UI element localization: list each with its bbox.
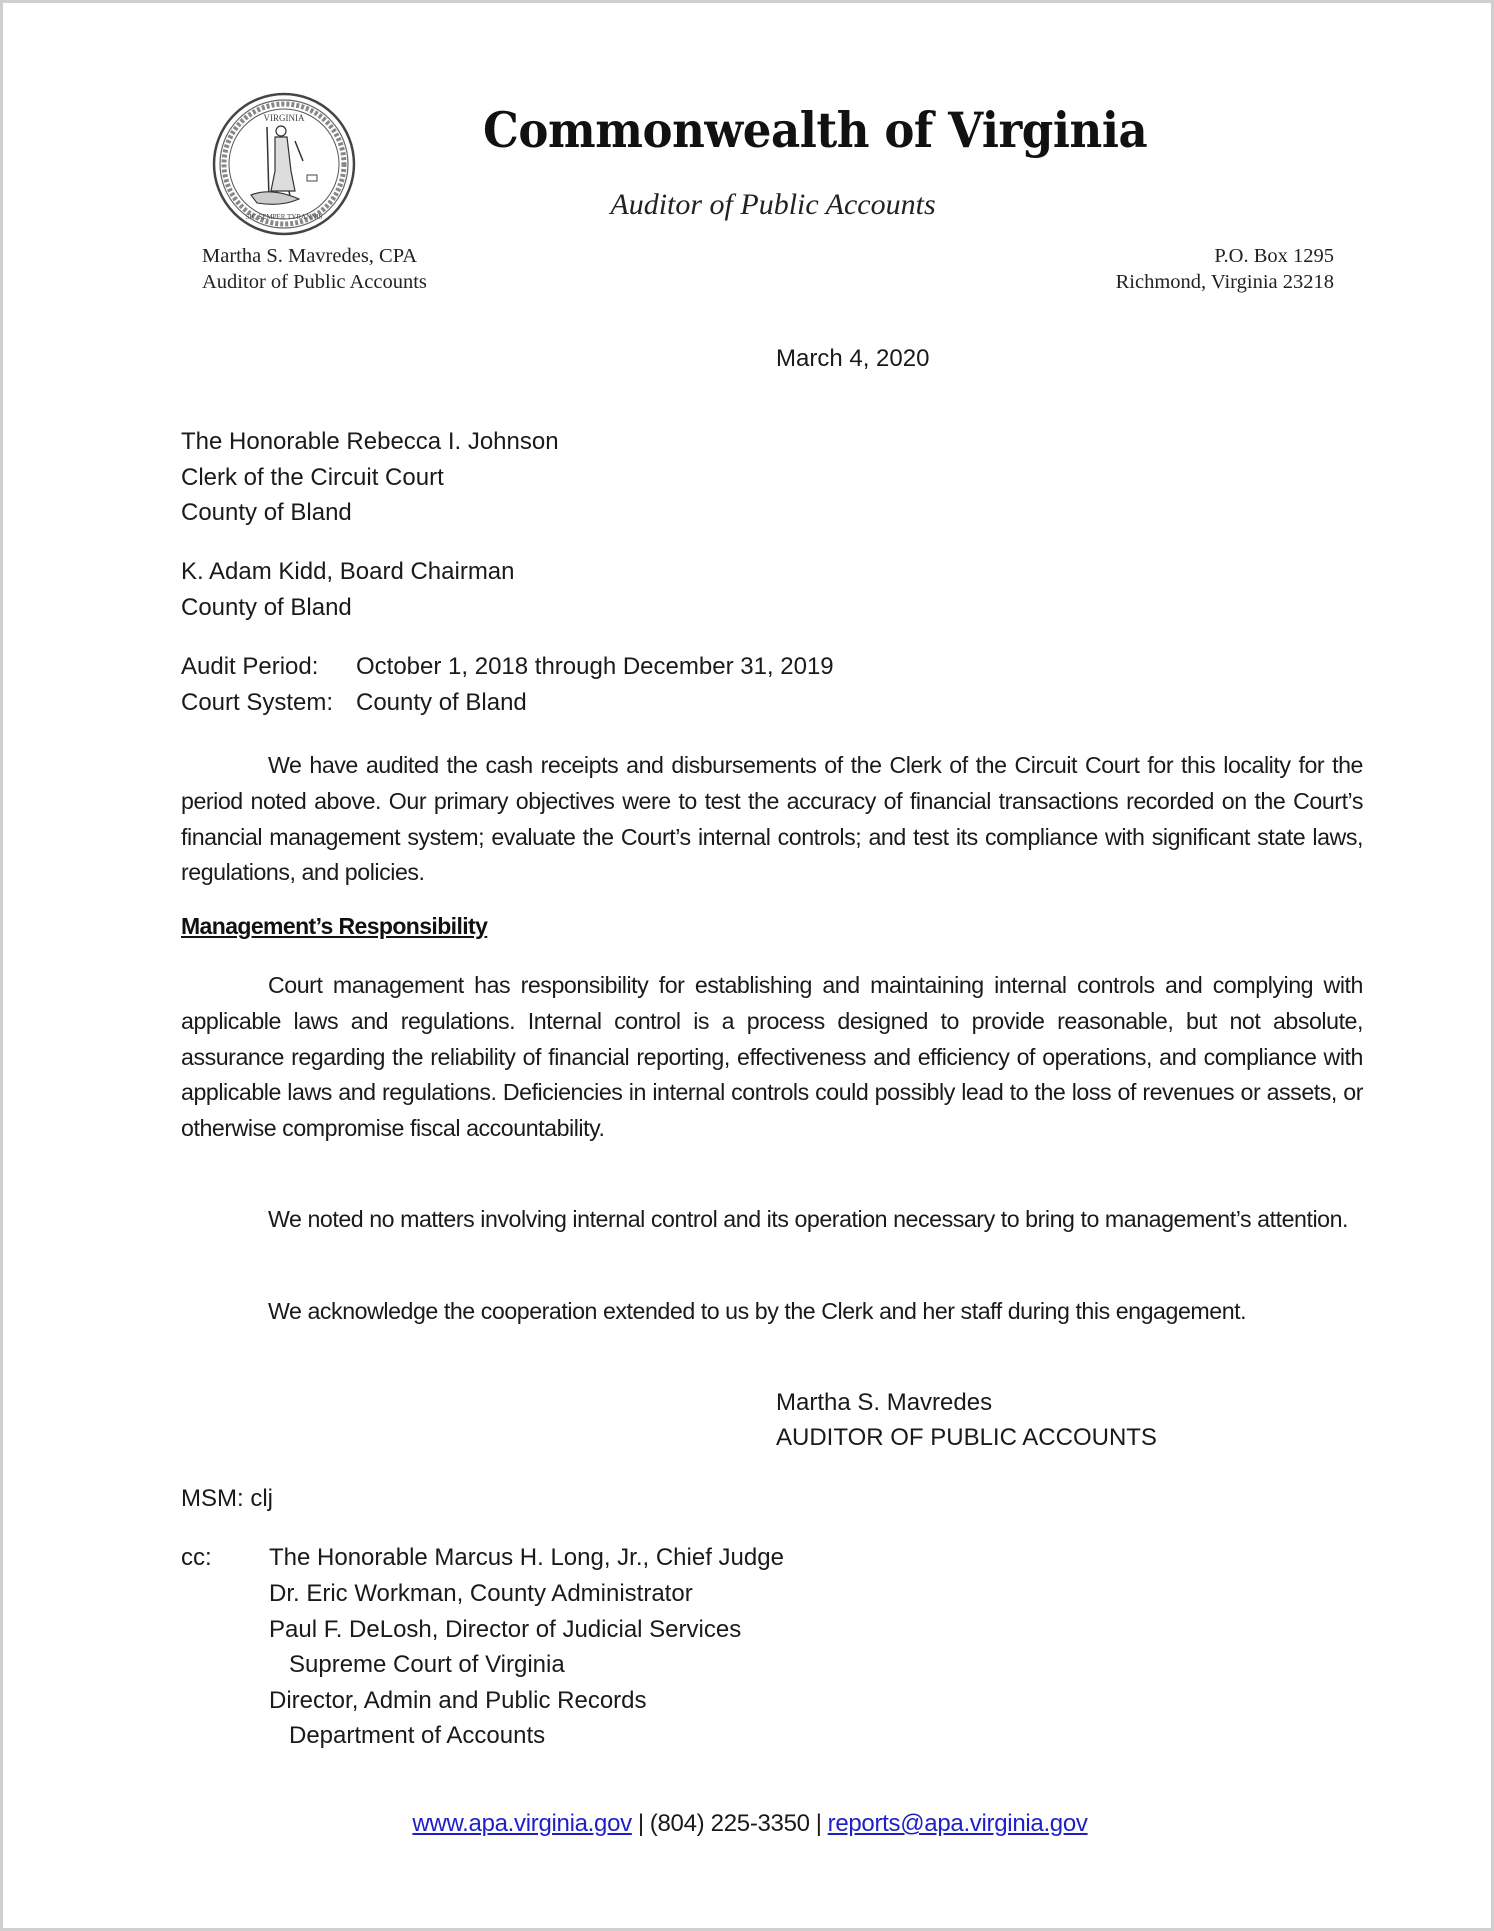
letterhead-address-block: [1116, 243, 1334, 295]
letterhead-subtitle: Auditor of Public Accounts: [610, 188, 936, 221]
recipient-1-line-1: The Honorable Rebecca I. Johnson: [181, 428, 559, 455]
footer-separator: |: [637, 1810, 644, 1837]
cc-item: Dr. Eric Workman, County Administrator: [269, 1580, 693, 1607]
cc-label: cc:: [181, 1544, 212, 1571]
paragraph-1-text: We have audited the cash receipts and disbursements of the Clerk of the Circuit Court for this locality for the period noted above. Our primary objectives were to test the accuracy of financial transactions recorded on the Court’s financial management system; evaluate the Court’s internal controls; and test its compliance with significant state laws, regulations, and policies.: [181, 752, 1363, 886]
svg-text:SIC SEMPER TYRANNIS: SIC SEMPER TYRANNIS: [245, 213, 323, 221]
cc-item: Paul F. DeLosh, Director of Judicial Services: [269, 1616, 742, 1643]
cc-item-sub: Supreme Court of Virginia: [289, 1651, 565, 1678]
signature-title: AUDITOR OF PUBLIC ACCOUNTS: [776, 1424, 1157, 1451]
cc-item: The Honorable Marcus H. Long, Jr., Chief Judge: [269, 1544, 784, 1571]
paragraph-internal-control-finding: [181, 1202, 1363, 1238]
auditor-title: Auditor of Public Accounts: [202, 271, 427, 293]
svg-text:VIRGINIA: VIRGINIA: [263, 113, 305, 123]
paragraph-audit-scope: [181, 748, 1363, 891]
recipient-1-line-2: Clerk of the Circuit Court: [181, 464, 444, 491]
paragraph-3-text: We noted no matters involving internal control and its operation necessary to bring to management’s attention.: [268, 1206, 1349, 1232]
email-link[interactable]: reports@apa.virginia.gov: [827, 1810, 1088, 1837]
paragraph-2-text: Court management has responsibility for establishing and maintaining internal controls and complying with applicable laws and regulations. Internal control is a process designed to provide reasonable, but not absolute, assurance regarding the reliability of financial reporting, effectiveness and efficiency of operations, and compliance with applicable laws and regulations. Deficiencies in internal controls could possibly lead to the loss of revenues or assets, or otherwise compromise fiscal accountability.: [181, 972, 1363, 1142]
section-heading-management-responsibility: Management’s Responsibility: [181, 913, 488, 939]
auditor-name: Martha S. Mavredes, CPA: [202, 245, 418, 267]
website-link[interactable]: www.apa.virginia.gov: [412, 1810, 632, 1837]
cc-item: Director, Admin and Public Records: [269, 1687, 647, 1714]
paragraph-acknowledgement: [181, 1294, 1363, 1330]
audit-period-row: [181, 653, 834, 681]
letter-date: March 4, 2020: [776, 345, 930, 372]
signature-name: Martha S. Mavredes: [776, 1389, 993, 1416]
court-system-row: [181, 689, 527, 717]
footer-contact: [3, 1810, 1494, 1838]
letterhead-title: Commonwealth of Virginia: [483, 101, 1148, 159]
typist-initials: MSM: clj: [181, 1485, 273, 1512]
recipient-2-line-1: K. Adam Kidd, Board Chairman: [181, 558, 515, 585]
cc-item-sub: Department of Accounts: [289, 1722, 546, 1749]
virginia-seal-icon: [211, 91, 357, 237]
letterhead-left-block: [202, 243, 427, 295]
phone-number: (804) 225-3350: [649, 1810, 810, 1837]
address-line-1: P.O. Box 1295: [1214, 245, 1334, 267]
audit-period-label: Audit Period:: [181, 653, 319, 680]
court-system-value: County of Bland: [356, 689, 527, 716]
recipient-1-line-3: County of Bland: [181, 499, 352, 526]
audit-period-value: October 1, 2018 through December 31, 2019: [356, 653, 834, 680]
paragraph-4-text: We acknowledge the cooperation extended to us by the Clerk and her staff during this engagement.: [268, 1298, 1247, 1324]
footer-separator: |: [815, 1810, 822, 1837]
recipient-2-line-2: County of Bland: [181, 594, 352, 621]
address-line-2: Richmond, Virginia 23218: [1115, 271, 1334, 293]
court-system-label: Court System:: [181, 689, 334, 716]
paragraph-management-responsibility: [181, 968, 1363, 1147]
